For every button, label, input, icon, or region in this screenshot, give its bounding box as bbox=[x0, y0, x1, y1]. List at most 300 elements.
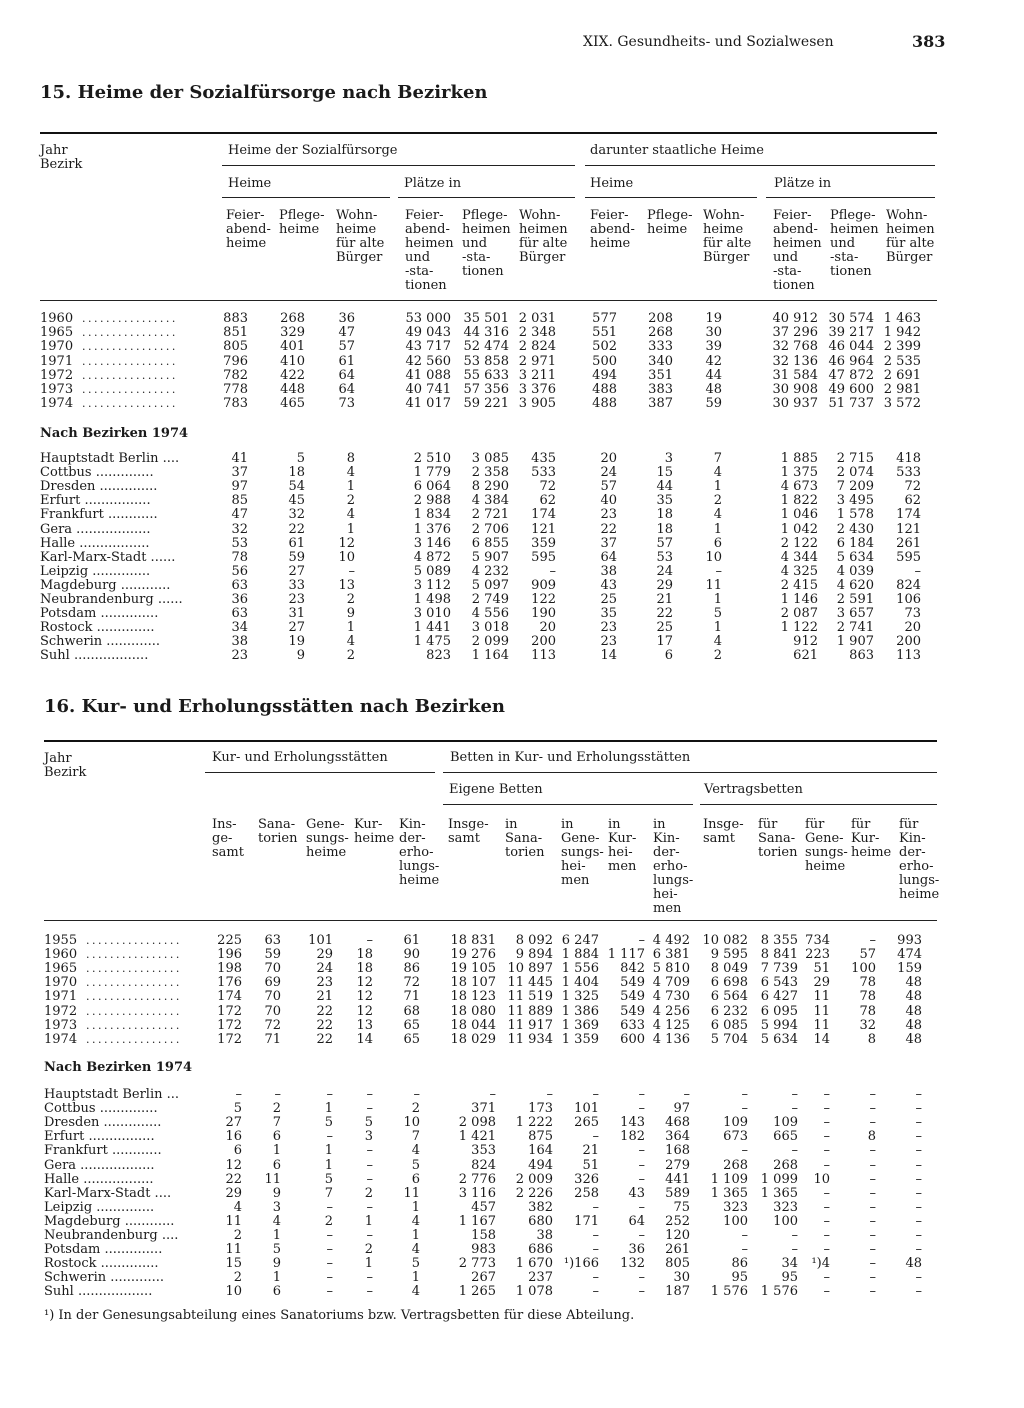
row-label: Frankfurt ............ bbox=[44, 1143, 162, 1159]
table-cell: 11 445 bbox=[507, 975, 553, 991]
table-cell: 11 519 bbox=[507, 989, 553, 1005]
table-cell: 13 bbox=[356, 1017, 373, 1033]
table-cell: 4 872 bbox=[413, 549, 451, 565]
table-cell: 4 384 bbox=[471, 493, 509, 509]
table-cell: 912 bbox=[793, 634, 818, 650]
table-row bbox=[0, 1215, 1024, 1229]
table-cell: 41 088 bbox=[405, 367, 451, 383]
table-cell: 1 bbox=[713, 592, 722, 607]
table-cell: 51 bbox=[582, 1157, 599, 1173]
table-cell: 20 bbox=[600, 451, 617, 466]
table-cell: ¹)4 bbox=[811, 1256, 830, 1272]
table-cell: 44 bbox=[656, 479, 673, 495]
table-cell: – bbox=[366, 1101, 373, 1117]
table-cell: 3 085 bbox=[471, 451, 509, 466]
table-row bbox=[0, 649, 1024, 663]
table-cell: 10 bbox=[225, 1284, 242, 1300]
table-row bbox=[0, 383, 1024, 397]
table-cell: 68 bbox=[403, 1003, 420, 1019]
table-cell: – bbox=[869, 1256, 876, 1272]
table-cell: 1 bbox=[364, 1213, 373, 1229]
table-cell: 174 bbox=[217, 989, 242, 1005]
table-cell: 65 bbox=[403, 1031, 420, 1047]
table-cell: 2 358 bbox=[471, 465, 509, 481]
table-row bbox=[0, 537, 1024, 551]
table-cell: 2 741 bbox=[836, 620, 874, 636]
table-cell: 100 bbox=[773, 1213, 798, 1229]
table-cell: 22 bbox=[656, 606, 673, 622]
table-cell: – bbox=[274, 1087, 281, 1102]
row-label: Magdeburg ............ bbox=[40, 577, 171, 593]
table16-sub-eigene: Eigene Betten bbox=[449, 782, 543, 797]
table-cell: 7 739 bbox=[760, 961, 798, 977]
table-cell: ¹)166 bbox=[563, 1256, 599, 1272]
dot-leader: . . . . . . . . . . . . . . . . bbox=[86, 990, 179, 1004]
table-cell: 70 bbox=[264, 1003, 281, 1019]
table-cell: 2 535 bbox=[883, 353, 921, 369]
table-cell: – bbox=[869, 933, 876, 948]
table-cell: 54 bbox=[288, 479, 305, 495]
table-cell: 174 bbox=[531, 507, 556, 523]
table-cell: 51 737 bbox=[828, 396, 874, 412]
table-cell: 410 bbox=[280, 353, 305, 369]
table16-col-e-kinder: in Kin- der- erho- lungs- hei- men bbox=[653, 817, 694, 916]
table-row bbox=[0, 480, 1024, 494]
dot-leader: . . . . . . . . . . . . . . . . bbox=[86, 1018, 179, 1032]
table-cell: 5 634 bbox=[836, 549, 874, 565]
table-cell: – bbox=[413, 1087, 420, 1102]
table-cell: 6 095 bbox=[760, 1003, 798, 1019]
table-cell: 6 232 bbox=[710, 1003, 748, 1019]
table16-col-v-kinder: für Kin- der- erho- lungs- heime bbox=[899, 817, 940, 902]
table-cell: 12 bbox=[225, 1157, 242, 1173]
table-cell: 4 bbox=[272, 1213, 281, 1229]
table-cell: 4 bbox=[346, 465, 355, 481]
table-cell: – bbox=[869, 1087, 876, 1102]
table-cell: 680 bbox=[528, 1213, 553, 1229]
table16-col-e-sana: in Sana- torien bbox=[505, 817, 545, 860]
table-cell: 4 125 bbox=[652, 1017, 690, 1033]
row-label: Neubrandenburg .... bbox=[44, 1228, 179, 1243]
row-label: 1970 bbox=[40, 339, 74, 355]
table-cell: 3 010 bbox=[413, 606, 451, 622]
table-cell: 72 bbox=[264, 1017, 281, 1033]
table-row bbox=[0, 1116, 1024, 1130]
table-cell: 71 bbox=[264, 1031, 281, 1047]
table-cell: 97 bbox=[231, 479, 248, 495]
table-cell: 1 146 bbox=[780, 592, 818, 607]
table-cell: 796 bbox=[223, 353, 248, 369]
table-cell: 64 bbox=[628, 1213, 645, 1229]
table-cell: 18 831 bbox=[450, 933, 496, 948]
table-cell: – bbox=[914, 563, 921, 579]
table-cell: 11 bbox=[813, 1017, 830, 1033]
table-cell: 2 bbox=[364, 1185, 373, 1201]
table-cell: 73 bbox=[338, 396, 355, 412]
table16-col-gene: Gene- sungs- heime bbox=[306, 817, 349, 860]
table-cell: 11 bbox=[264, 1171, 281, 1187]
table-cell: 6 855 bbox=[471, 535, 509, 551]
table-cell: 5 704 bbox=[710, 1031, 748, 1047]
table-cell: 19 bbox=[705, 311, 722, 326]
table-cell: 225 bbox=[217, 933, 242, 948]
table-cell: 97 bbox=[673, 1101, 690, 1117]
table-cell: 9 bbox=[346, 606, 355, 622]
table-cell: 1 498 bbox=[413, 592, 451, 607]
table-cell: 2 773 bbox=[458, 1256, 496, 1272]
table-cell: 6 381 bbox=[652, 947, 690, 963]
table-row bbox=[0, 990, 1024, 1004]
table-cell: 4 256 bbox=[652, 1003, 690, 1019]
row-label: Cottbus .............. bbox=[44, 1101, 158, 1117]
table-cell: 323 bbox=[773, 1199, 798, 1215]
table-cell: 2 988 bbox=[413, 493, 451, 509]
table-cell: 23 bbox=[231, 648, 248, 664]
table-cell: 78 bbox=[231, 549, 248, 565]
table-cell: 8 290 bbox=[471, 479, 509, 495]
table-cell: 2 bbox=[346, 592, 355, 607]
table-cell: 11 bbox=[403, 1185, 420, 1201]
table-cell: 333 bbox=[648, 339, 673, 355]
table-row bbox=[0, 1159, 1024, 1173]
table-cell: 21 bbox=[316, 989, 333, 1005]
table-cell: – bbox=[791, 1101, 798, 1117]
table-cell: 106 bbox=[896, 592, 921, 607]
table-cell: 48 bbox=[705, 382, 722, 397]
table-cell: 1 576 bbox=[710, 1284, 748, 1300]
table-cell: 1 376 bbox=[413, 521, 451, 537]
table-cell: 174 bbox=[896, 507, 921, 523]
table-cell: 4 bbox=[713, 507, 722, 523]
table-cell: 59 bbox=[264, 947, 281, 963]
table-cell: 9 bbox=[296, 648, 305, 664]
table-cell: 387 bbox=[648, 396, 673, 412]
table-cell: – bbox=[326, 1199, 333, 1215]
table-cell: 38 bbox=[536, 1228, 553, 1243]
table-cell: 1 265 bbox=[458, 1284, 496, 1300]
table-cell: 2 bbox=[713, 648, 722, 664]
table-cell: 11 bbox=[225, 1242, 242, 1258]
table-cell: 187 bbox=[665, 1284, 690, 1300]
table-cell: 5 bbox=[272, 1242, 281, 1258]
table-cell: 5 097 bbox=[471, 577, 509, 593]
table-cell: 40 912 bbox=[772, 311, 818, 326]
dot-leader: . . . . . . . . . . . . . . . . bbox=[82, 340, 175, 354]
table-cell: 5 089 bbox=[413, 563, 451, 579]
table-cell: – bbox=[326, 1242, 333, 1258]
table-cell: – bbox=[326, 1129, 333, 1145]
table-cell: 18 080 bbox=[450, 1003, 496, 1019]
table15-col-wohn-staatl: Wohn- heime für alte Bürger bbox=[703, 208, 752, 265]
table-cell: 17 bbox=[656, 634, 673, 650]
table-cell: 1 bbox=[324, 1157, 333, 1173]
table-cell: 173 bbox=[528, 1101, 553, 1117]
row-label: 1970 bbox=[44, 975, 78, 991]
table-cell: 70 bbox=[264, 989, 281, 1005]
table-cell: 23 bbox=[600, 620, 617, 636]
table-cell: 2 bbox=[233, 1228, 242, 1243]
table-row bbox=[0, 1243, 1024, 1257]
table-cell: 113 bbox=[531, 648, 556, 664]
table-cell: 805 bbox=[665, 1256, 690, 1272]
table-cell: – bbox=[326, 1256, 333, 1272]
table-cell: – bbox=[915, 1171, 922, 1187]
table-cell: 1 404 bbox=[561, 975, 599, 991]
table-cell: – bbox=[741, 1242, 748, 1258]
table-cell: 109 bbox=[773, 1115, 798, 1131]
table-cell: 10 bbox=[813, 1171, 830, 1187]
table-cell: 6 bbox=[272, 1129, 281, 1145]
table-cell: 47 bbox=[231, 507, 248, 523]
page-number: 383 bbox=[912, 32, 946, 51]
table-cell: – bbox=[823, 1101, 830, 1117]
table-cell: 176 bbox=[217, 975, 242, 991]
table-cell: 418 bbox=[896, 451, 921, 466]
table-cell: – bbox=[823, 1270, 830, 1286]
table-cell: 14 bbox=[813, 1031, 830, 1047]
table-row bbox=[0, 1033, 1024, 1047]
table-cell: 95 bbox=[781, 1270, 798, 1286]
table-cell: 5 634 bbox=[760, 1031, 798, 1047]
table-cell: 465 bbox=[280, 396, 305, 412]
table-cell: 1 078 bbox=[515, 1284, 553, 1300]
table-cell: 27 bbox=[288, 563, 305, 579]
table-cell: 9 bbox=[272, 1185, 281, 1201]
running-head: XIX. Gesundheits- und Sozialwesen bbox=[583, 34, 834, 50]
table-cell: 551 bbox=[592, 325, 617, 341]
table-cell: 502 bbox=[592, 339, 617, 355]
table-cell: 27 bbox=[288, 620, 305, 636]
table-cell: 1 441 bbox=[413, 620, 451, 636]
table-cell: 3 376 bbox=[518, 382, 556, 397]
table-cell: 2 399 bbox=[883, 339, 921, 355]
table-cell: 8 092 bbox=[515, 933, 553, 948]
table-cell: 1 bbox=[272, 1228, 281, 1243]
table-cell: 382 bbox=[528, 1199, 553, 1215]
table-cell: – bbox=[592, 1270, 599, 1286]
table-cell: 371 bbox=[471, 1101, 496, 1117]
table-cell: 75 bbox=[673, 1199, 690, 1215]
table-cell: 73 bbox=[904, 606, 921, 622]
table-cell: – bbox=[592, 1129, 599, 1145]
table-cell: 72 bbox=[539, 479, 556, 495]
table-cell: 38 bbox=[600, 563, 617, 579]
row-label: Hauptstadt Berlin ... bbox=[44, 1087, 180, 1102]
table-cell: 11 bbox=[225, 1213, 242, 1229]
table-cell: 34 bbox=[781, 1256, 798, 1272]
table-cell: 268 bbox=[723, 1157, 748, 1173]
table-cell: 33 bbox=[288, 577, 305, 593]
table-cell: 62 bbox=[539, 493, 556, 509]
table-cell: 8 049 bbox=[710, 961, 748, 977]
table-row bbox=[0, 452, 1024, 466]
table-cell: 46 964 bbox=[828, 353, 874, 369]
table-cell: 31 bbox=[288, 606, 305, 622]
table-cell: 359 bbox=[531, 535, 556, 551]
table-cell: 577 bbox=[592, 311, 617, 326]
dot-leader: . . . . . . . . . . . . . . . . bbox=[86, 1032, 179, 1046]
table-cell: – bbox=[366, 1143, 373, 1159]
table-cell: 101 bbox=[574, 1101, 599, 1117]
row-label: 1965 bbox=[44, 961, 78, 977]
table-cell: – bbox=[823, 1087, 830, 1102]
table-cell: 824 bbox=[896, 577, 921, 593]
table-cell: 1 bbox=[411, 1270, 420, 1286]
table-cell: – bbox=[869, 1101, 876, 1117]
row-label: Hauptstadt Berlin .... bbox=[40, 451, 180, 466]
table-cell: 2 430 bbox=[836, 521, 874, 537]
table-cell: 5 994 bbox=[760, 1017, 798, 1033]
table-cell: – bbox=[592, 1242, 599, 1258]
table-cell: – bbox=[638, 1199, 645, 1215]
table-cell: 267 bbox=[471, 1270, 496, 1286]
table-cell: – bbox=[869, 1213, 876, 1229]
row-label: 1973 bbox=[44, 1017, 78, 1033]
table16-col-sana: Sana- torien bbox=[258, 817, 298, 846]
table-cell: 78 bbox=[859, 1003, 876, 1019]
table15-section-districts: Nach Bezirken 1974 bbox=[40, 426, 189, 441]
table16-title: 16. Kur- und Erholungsstätten nach Bezirken bbox=[44, 696, 506, 717]
table-cell: 3 bbox=[272, 1199, 281, 1215]
dot-leader: . . . . . . . . . . . . . . . . bbox=[82, 326, 175, 340]
table-cell: 1 365 bbox=[710, 1185, 748, 1201]
table-cell: 100 bbox=[851, 961, 876, 977]
table-cell: 52 474 bbox=[463, 339, 509, 355]
table-cell: 3 657 bbox=[836, 606, 874, 622]
table-cell: 101 bbox=[308, 933, 333, 948]
row-label: 1960 bbox=[40, 311, 74, 326]
table-cell: – bbox=[326, 1270, 333, 1286]
table-cell: 48 bbox=[905, 1017, 922, 1033]
table16-col-kinder: Kin- der- erho- lungs- heime bbox=[399, 817, 440, 888]
table-cell: 4 136 bbox=[652, 1031, 690, 1047]
row-label: Cottbus .............. bbox=[40, 465, 154, 481]
table-cell: 1 117 bbox=[607, 947, 645, 963]
table-cell: – bbox=[823, 1115, 830, 1131]
table-cell: 4 bbox=[713, 465, 722, 481]
table-cell: 61 bbox=[288, 535, 305, 551]
row-label: Halle ................. bbox=[44, 1171, 154, 1187]
table-cell: – bbox=[869, 1199, 876, 1215]
dot-leader: . . . . . . . . . . . . . . . . bbox=[82, 397, 175, 411]
table15-stub-head: Jahr Bezirk bbox=[40, 143, 83, 172]
table-cell: 6 085 bbox=[710, 1017, 748, 1033]
table-cell: 2 715 bbox=[836, 451, 874, 466]
table-cell: – bbox=[823, 1157, 830, 1173]
table-cell: 5 bbox=[324, 1171, 333, 1187]
table-cell: 18 bbox=[288, 465, 305, 481]
table-cell: 11 917 bbox=[507, 1017, 553, 1033]
table-cell: 6 bbox=[713, 535, 722, 551]
table-cell: 2 bbox=[713, 493, 722, 509]
table-cell: 6 bbox=[233, 1143, 242, 1159]
table-cell: 1 576 bbox=[760, 1284, 798, 1300]
table-cell: 18 029 bbox=[450, 1031, 496, 1047]
table-cell: 993 bbox=[897, 933, 922, 948]
table15-sub-heime-staatl: Heime bbox=[590, 176, 634, 191]
table-cell: 22 bbox=[288, 521, 305, 537]
table-cell: 35 bbox=[656, 493, 673, 509]
table-cell: 2 099 bbox=[471, 634, 509, 650]
table-cell: 8 bbox=[346, 451, 355, 466]
row-label: Suhl .................. bbox=[44, 1284, 153, 1300]
row-label: 1965 bbox=[40, 325, 74, 341]
table-cell: 12 bbox=[356, 989, 373, 1005]
row-label: 1972 bbox=[44, 1003, 78, 1019]
table-cell: – bbox=[915, 1115, 922, 1131]
table-cell: 1 779 bbox=[413, 465, 451, 481]
table15-col-p-feier: Feier- abend- heimen und -sta- tionen bbox=[405, 208, 454, 293]
table-cell: 2 981 bbox=[883, 382, 921, 397]
table-cell: – bbox=[823, 1199, 830, 1215]
table-cell: 25 bbox=[600, 592, 617, 607]
table-cell: 4 bbox=[411, 1284, 420, 1300]
table-cell: 51 bbox=[813, 961, 830, 977]
table-cell: 63 bbox=[231, 606, 248, 622]
table-cell: 200 bbox=[531, 634, 556, 650]
table-row bbox=[0, 962, 1024, 976]
table-cell: 42 560 bbox=[405, 353, 451, 369]
table-cell: 2 031 bbox=[518, 311, 556, 326]
table-cell: 4 673 bbox=[780, 479, 818, 495]
table-cell: 37 bbox=[600, 535, 617, 551]
table-cell: 5 bbox=[411, 1256, 420, 1272]
table16-col-v-kur: für Kur- heime bbox=[851, 817, 892, 860]
table-cell: 1 670 bbox=[515, 1256, 553, 1272]
table15-col-feier-staatl: Feier- abend- heime bbox=[590, 208, 635, 251]
table-cell: 2 971 bbox=[518, 353, 556, 369]
table15-col-feier: Feier- abend- heime bbox=[226, 208, 271, 251]
table16-sub-vertrag: Vertragsbetten bbox=[704, 782, 803, 797]
table15-group-heime: Heime der Sozialfürsorge bbox=[228, 143, 398, 158]
table-cell: 401 bbox=[280, 339, 305, 355]
table-cell: 268 bbox=[773, 1157, 798, 1173]
table-cell: 172 bbox=[217, 1017, 242, 1033]
table-cell: 48 bbox=[905, 1256, 922, 1272]
table16-col-v-sana: für Sana- torien bbox=[758, 817, 798, 860]
dot-leader: . . . . . . . . . . . . . . . . bbox=[82, 368, 175, 382]
table-cell: – bbox=[791, 1228, 798, 1243]
table-cell: 3 211 bbox=[518, 367, 556, 383]
table-cell: 49 043 bbox=[405, 325, 451, 341]
table-cell: 53 bbox=[231, 535, 248, 551]
table-row bbox=[0, 312, 1024, 326]
table-cell: 2 098 bbox=[458, 1115, 496, 1131]
table-cell: 782 bbox=[223, 367, 248, 383]
table-cell: 29 bbox=[225, 1185, 242, 1201]
dot-leader: . . . . . . . . . . . . . . . . bbox=[86, 1004, 179, 1018]
table-cell: 32 bbox=[859, 1017, 876, 1033]
table-cell: 14 bbox=[600, 648, 617, 664]
table-cell: 2 824 bbox=[518, 339, 556, 355]
table-cell: – bbox=[366, 1087, 373, 1102]
table-row bbox=[0, 466, 1024, 480]
table-cell: 172 bbox=[217, 1031, 242, 1047]
table-cell: 3 495 bbox=[836, 493, 874, 509]
table-cell: 13 bbox=[338, 577, 355, 593]
table-cell: 120 bbox=[665, 1228, 690, 1243]
table-cell: 44 bbox=[705, 367, 722, 383]
table-cell: 41 017 bbox=[405, 396, 451, 412]
table15-col-p-wohn-staatl: Wohn- heimen für alte Bürger bbox=[886, 208, 935, 265]
table-cell: 15 bbox=[225, 1256, 242, 1272]
table-cell: 21 bbox=[656, 592, 673, 607]
table-cell: 18 bbox=[656, 507, 673, 523]
table-cell: 2 226 bbox=[515, 1185, 553, 1201]
table-cell: 7 bbox=[272, 1115, 281, 1131]
table-cell: 90 bbox=[403, 947, 420, 963]
table-cell: 29 bbox=[813, 975, 830, 991]
